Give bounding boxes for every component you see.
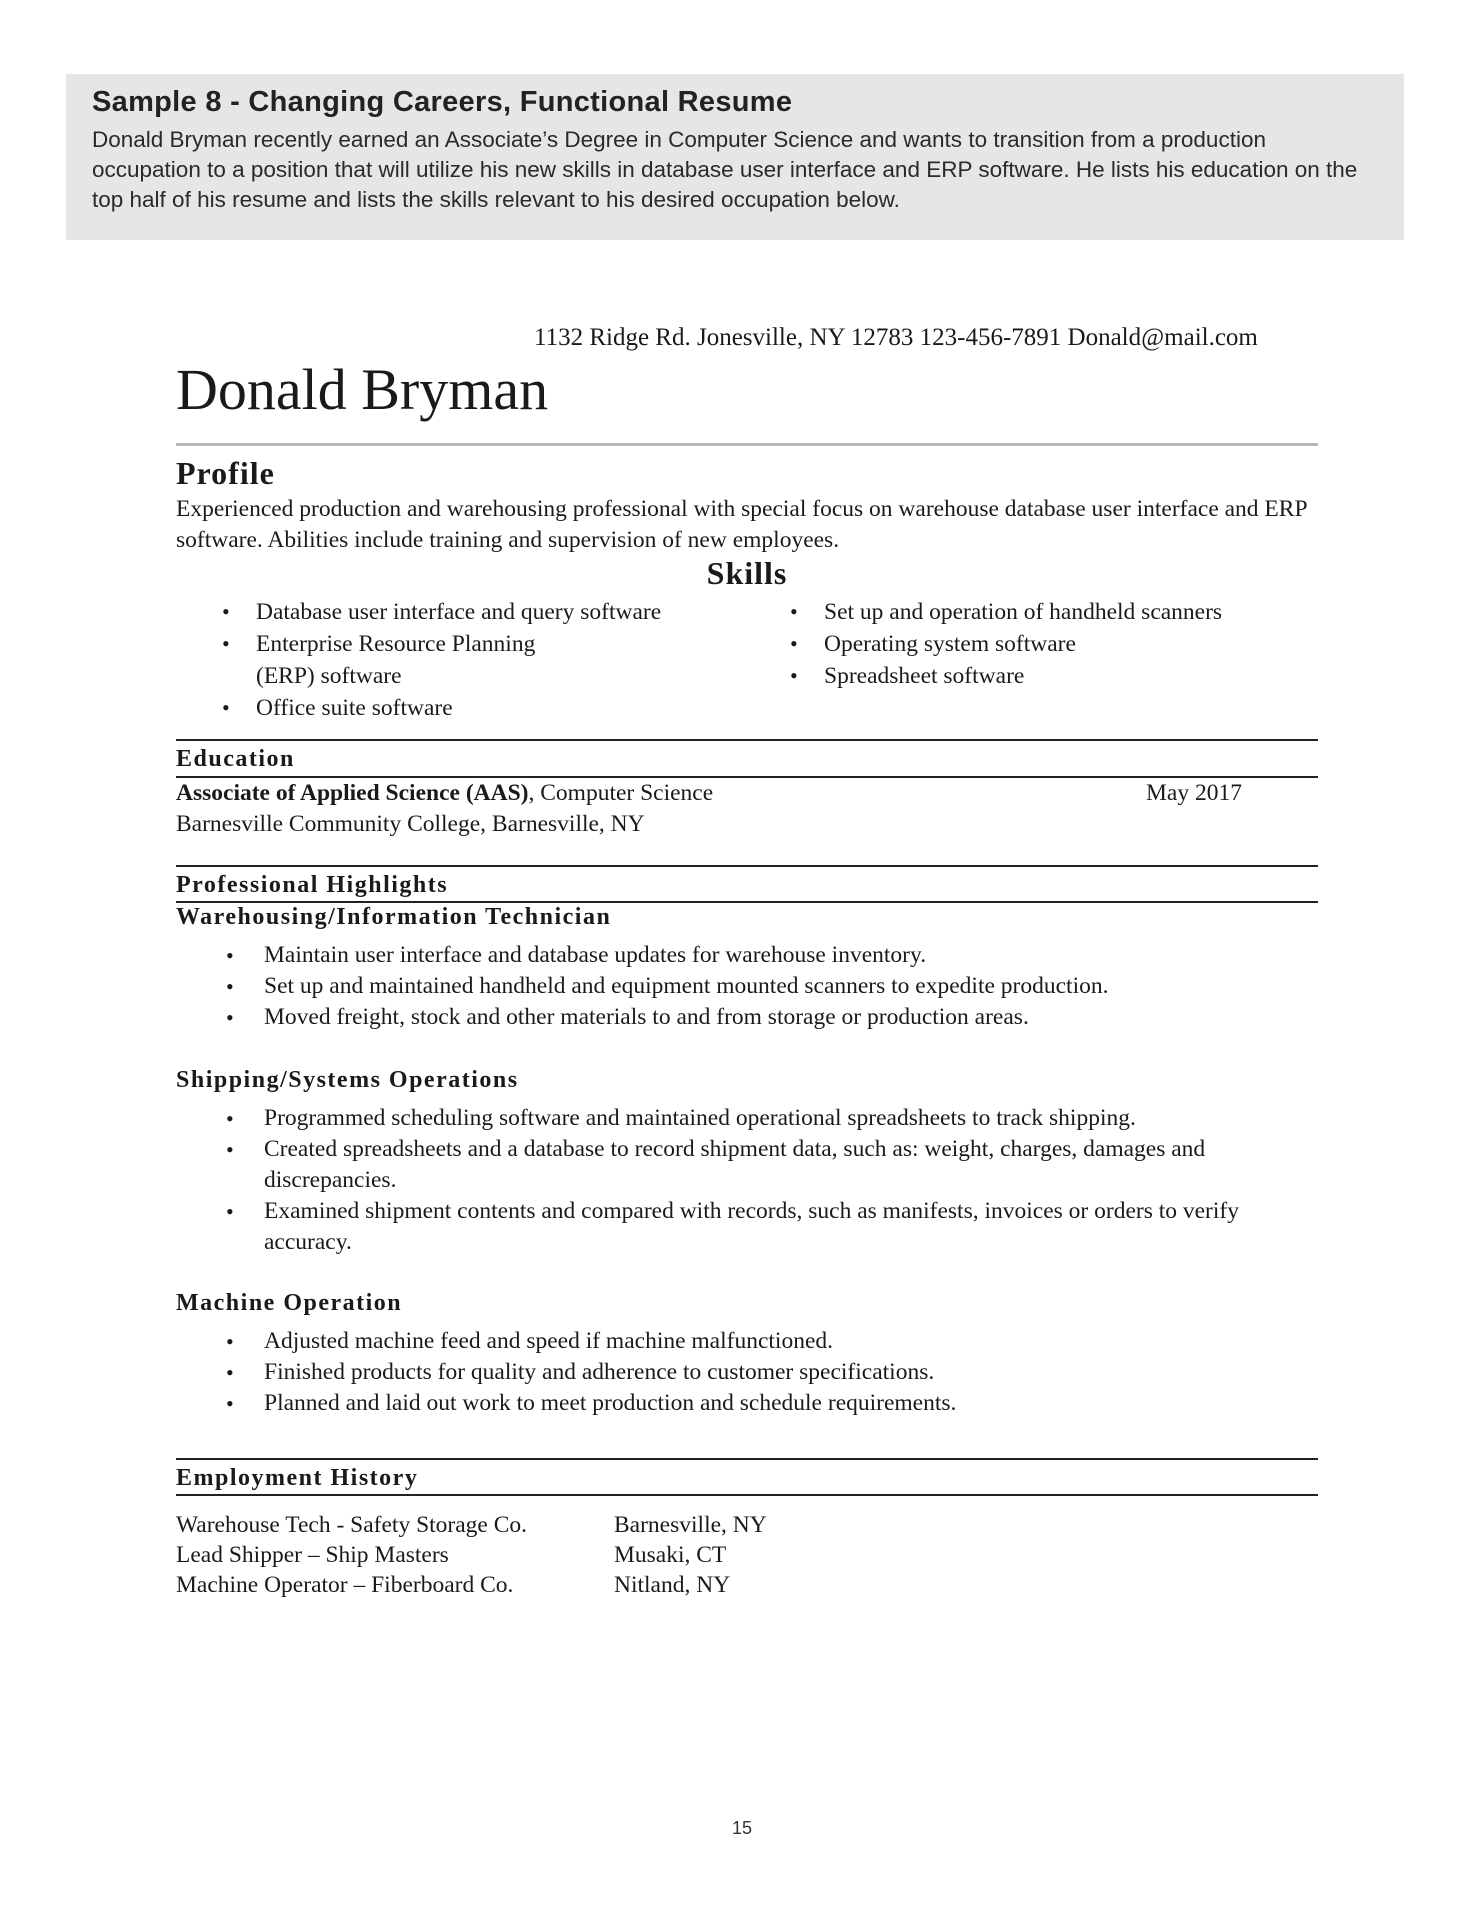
job-title: Warehouse Tech - Safety Storage Co.	[176, 1512, 528, 1538]
list-item: • Adjusted machine feed and speed if machine malfunctioned.	[226, 1326, 1316, 1357]
list-item: • Finished products for quality and adherence to customer specifications.	[226, 1357, 1316, 1388]
skills-heading: Skills	[706, 555, 788, 591]
resume-name: Donald Bryman	[176, 357, 549, 422]
intro-title: Sample 8 - Changing Careers, Functional Resume	[92, 86, 793, 118]
skill-item: • Set up and operation of handheld scanners	[784, 596, 1304, 628]
employment-heading: Employment History	[176, 1465, 419, 1491]
highlights-heading: Professional Highlights	[176, 872, 449, 898]
degree-field: , Computer Science	[528, 780, 714, 806]
graduation-date: May 2017	[1146, 780, 1242, 806]
skills-list-right	[784, 596, 1304, 692]
section-rule	[176, 901, 1318, 903]
highlight-group-title: Shipping/Systems Operations	[176, 1067, 519, 1093]
list-item: • Set up and maintained handheld and equipment mounted scanners to expedite production.	[226, 971, 1316, 1002]
profile-text: Experienced production and warehousing professional with special focus on warehouse database user interface and ERP software. Abilities include training and supervision of new employees.	[176, 496, 1307, 553]
education-heading: Education	[176, 746, 295, 772]
school-name: Barnesville Community College, Barnesville, NY	[176, 811, 645, 837]
section-rule	[176, 865, 1318, 867]
list-item: • Created spreadsheets and a database to record shipment data, such as: weight, charges, damages and discrepancies.	[226, 1134, 1286, 1196]
list-item: • Examined shipment contents and compared with records, such as manifests, invoices or orders to verify accuracy.	[226, 1196, 1286, 1258]
skill-item: • Database user interface and query software	[216, 596, 706, 628]
degree-line	[176, 780, 713, 807]
list-item: • Planned and laid out work to meet production and schedule requirements.	[226, 1388, 1316, 1419]
employment-row	[176, 1542, 727, 1569]
job-location: Musaki, CT	[614, 1542, 727, 1568]
skill-item: • Operating system software	[784, 628, 1304, 660]
name-divider	[176, 443, 1318, 446]
skill-item: • Office suite software	[216, 692, 706, 724]
skill-item: • Enterprise Resource Planning (ERP) software	[216, 628, 706, 692]
section-rule	[176, 776, 1318, 778]
section-rule	[176, 1458, 1318, 1460]
skill-item: • Spreadsheet software	[784, 660, 1304, 692]
job-location: Nitland, NY	[614, 1572, 731, 1598]
list-item: • Programmed scheduling software and maintained operational spreadsheets to track shipping.	[226, 1103, 1286, 1134]
highlight-list	[226, 940, 1316, 1033]
employment-row	[176, 1512, 767, 1539]
profile-heading: Profile	[176, 455, 275, 491]
job-title: Machine Operator – Fiberboard Co.	[176, 1572, 514, 1598]
highlight-group-title: Warehousing/Information Technician	[176, 904, 612, 930]
highlight-list	[226, 1103, 1286, 1258]
highlight-group-title: Machine Operation	[176, 1290, 403, 1316]
section-rule	[176, 1494, 1318, 1496]
highlight-list	[226, 1326, 1316, 1419]
skills-list-left	[216, 596, 706, 724]
intro-body: Donald Bryman recently earned an Associate’s Degree in Computer Science and wants to transition from a production occupation to a position that will utilize his new skills in database user interface and ERP software. He lists his education on the top half of his resume and lists the skills relevant to his desired occupation below.	[92, 127, 1358, 212]
degree-name: Associate of Applied Science (AAS)	[176, 780, 529, 806]
employment-row	[176, 1572, 731, 1599]
list-item: • Maintain user interface and database updates for warehouse inventory.	[226, 940, 1316, 971]
job-location: Barnesville, NY	[614, 1512, 767, 1538]
list-item: • Moved freight, stock and other materials to and from storage or production areas.	[226, 1002, 1316, 1033]
contact-info: 1132 Ridge Rd. Jonesville, NY 12783 123-456-7891 Donald@mail.com	[534, 324, 1258, 351]
section-rule	[176, 739, 1318, 741]
job-title: Lead Shipper – Ship Masters	[176, 1542, 449, 1568]
intro-box	[66, 74, 1404, 240]
page-number: 15	[731, 1818, 753, 1838]
